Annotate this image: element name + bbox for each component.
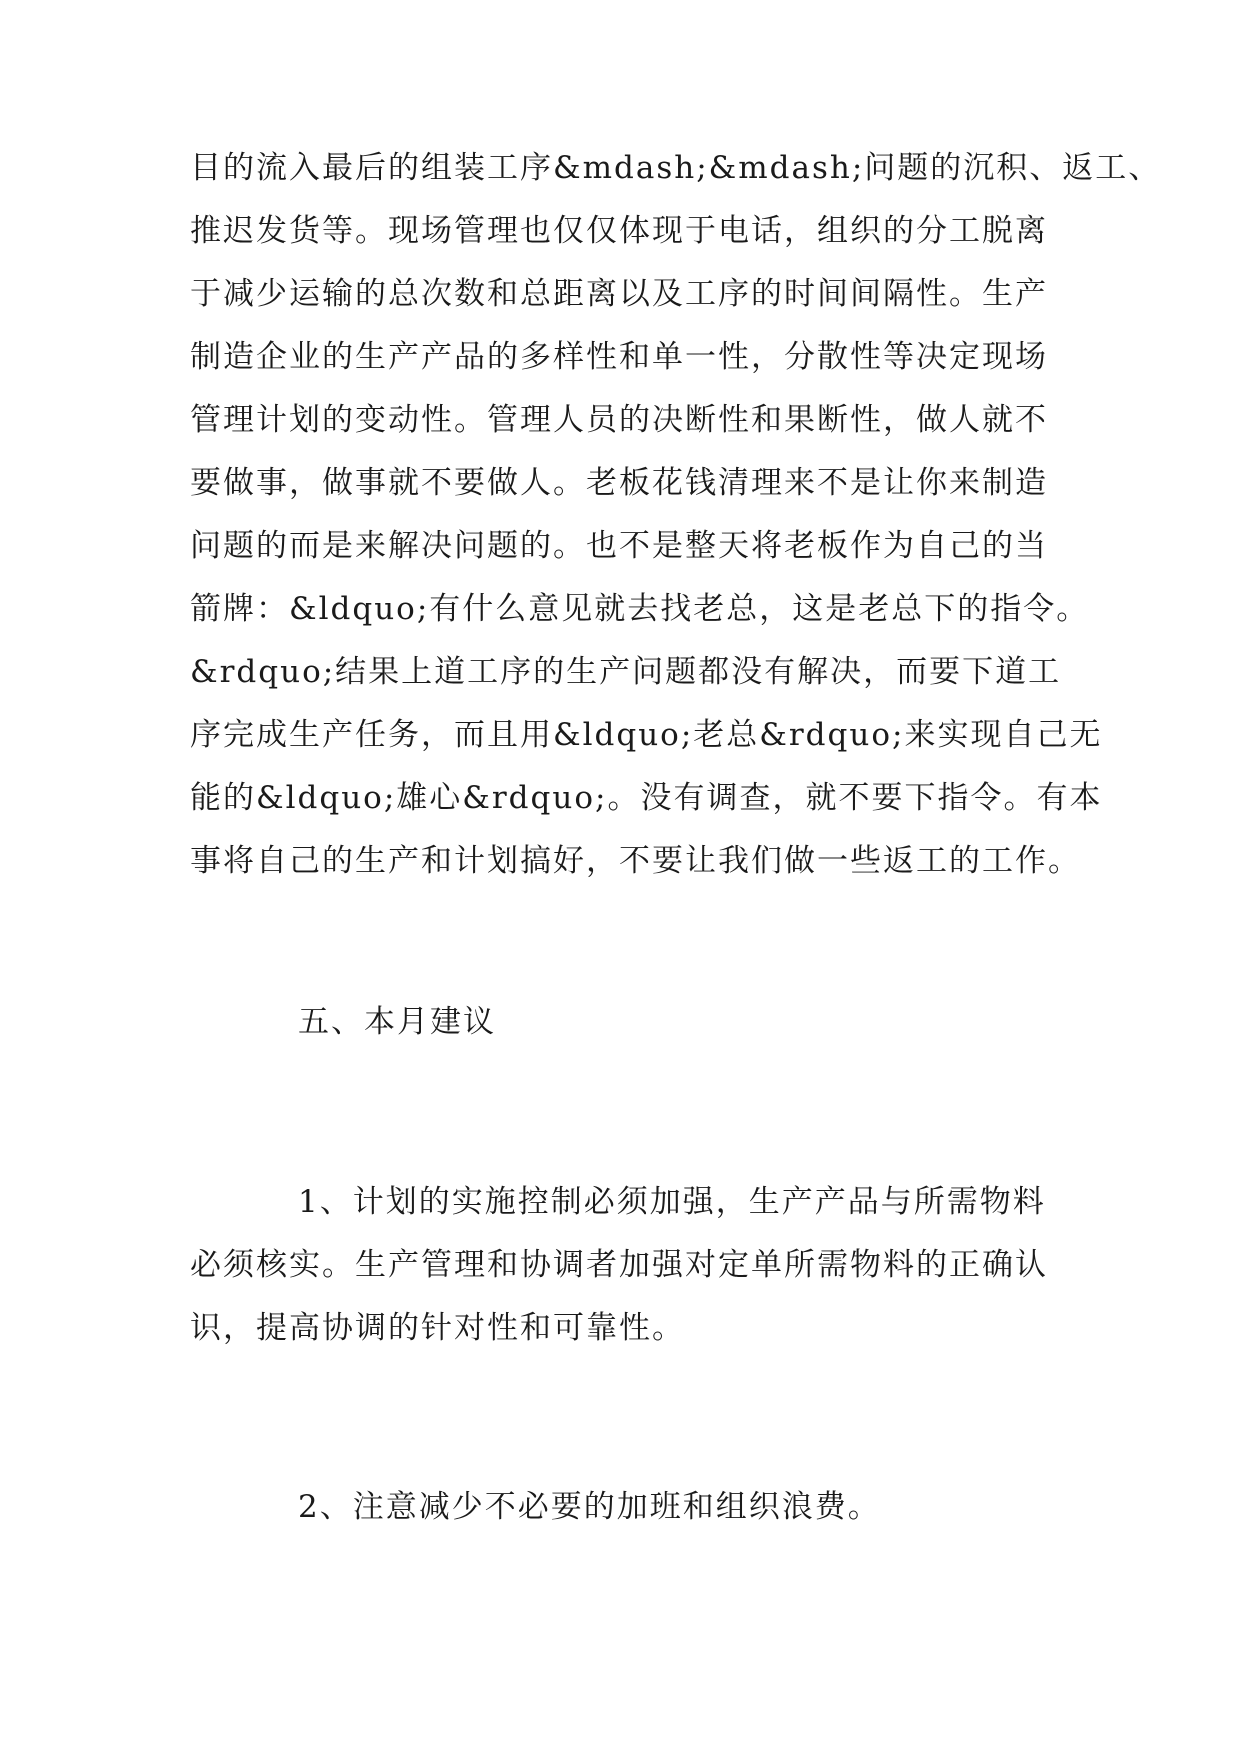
body-line-10: 序完成生产任务，而且用&ldquo;老总&rdquo;来实现自己无 xyxy=(190,717,1103,753)
suggestion-1-line-3: 识，提高协调的针对性和可靠性。 xyxy=(190,1310,685,1346)
section-heading: 五、本月建议 xyxy=(298,1004,496,1040)
body-line-11: 能的&ldquo;雄心&rdquo;。没有调查，就不要下指令。有本 xyxy=(190,780,1103,816)
suggestion-1-line-1: 1、计划的实施控制必须加强，生产产品与所需物料 xyxy=(298,1184,1046,1220)
suggestion-2: 2、注意减少不必要的加班和组织浪费。 xyxy=(298,1489,881,1525)
body-line-8: 箭牌：&ldquo;有什么意见就去找老总，这是老总下的指令。 xyxy=(190,591,1090,627)
body-line-9: &rdquo;结果上道工序的生产问题都没有解决，而要下道工 xyxy=(190,654,1062,690)
body-line-2: 推迟发货等。现场管理也仅仅体现于电话，组织的分工脱离 xyxy=(190,213,1048,249)
body-line-12: 事将自己的生产和计划搞好，不要让我们做一些返工的工作。 xyxy=(190,843,1081,879)
body-line-6: 要做事，做事就不要做人。老板花钱清理来不是让你来制造 xyxy=(190,465,1048,501)
body-line-5: 管理计划的变动性。管理人员的决断性和果断性，做人就不 xyxy=(190,402,1048,438)
body-line-1: 目的流入最后的组装工序&mdash;&mdash;问题的沉积、返工、 xyxy=(190,150,1162,186)
body-line-4: 制造企业的生产产品的多样性和单一性，分散性等决定现场 xyxy=(190,339,1048,375)
suggestion-1-line-2: 必须核实。生产管理和协调者加强对定单所需物料的正确认 xyxy=(190,1247,1048,1283)
body-line-3: 于减少运输的总次数和总距离以及工序的时间间隔性。生产 xyxy=(190,276,1048,312)
body-line-7: 问题的而是来解决问题的。也不是整天将老板作为自己的当 xyxy=(190,528,1048,564)
